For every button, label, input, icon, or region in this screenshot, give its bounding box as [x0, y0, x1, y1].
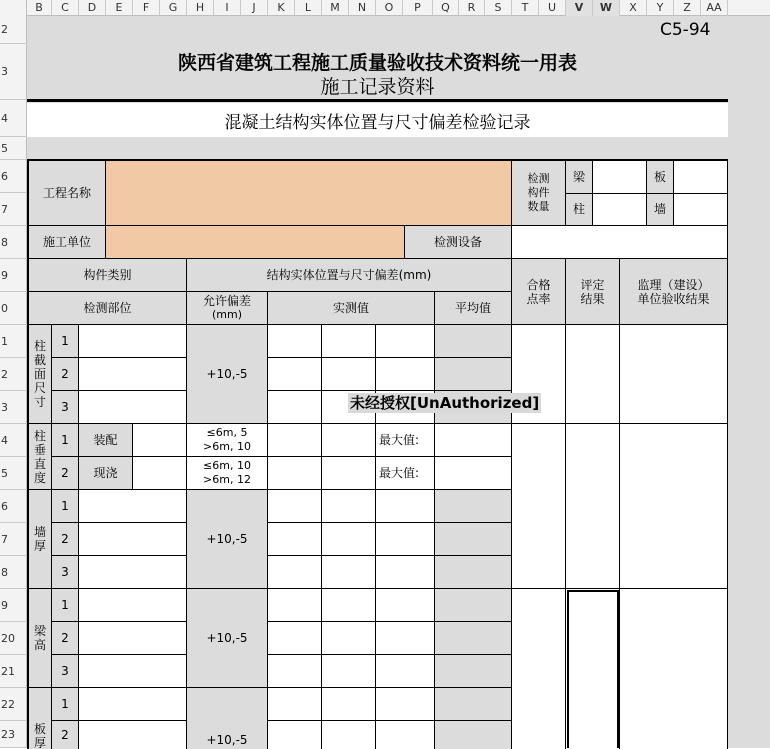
column-header-E[interactable]: E — [106, 0, 133, 16]
measured-cell[interactable] — [268, 688, 322, 721]
column-header-D[interactable]: D — [79, 0, 106, 16]
measured-cell[interactable] — [268, 457, 322, 490]
row-header-bar — [0, 0, 27, 748]
row-number: 2 — [52, 622, 79, 655]
measured-cell[interactable] — [376, 556, 435, 589]
row-number: 2 — [52, 358, 79, 391]
tolerance-value: +10,-5 — [187, 688, 268, 749]
average-cell — [435, 589, 512, 622]
pass-rate-field[interactable] — [512, 424, 566, 589]
column-header-X[interactable]: X — [620, 0, 647, 16]
column-header-B[interactable]: B — [27, 0, 52, 16]
column-header-K[interactable]: K — [268, 0, 295, 16]
row-number: 3 — [52, 655, 79, 688]
allowed-deviation-header: 允许偏差 (mm) — [187, 292, 268, 325]
form-title-sub: 施工记录资料 — [320, 76, 435, 98]
beam-count-field[interactable] — [593, 161, 647, 194]
measured-cell[interactable] — [268, 589, 322, 622]
measured-cell[interactable] — [268, 490, 322, 523]
unauthorized-watermark: 未经授权[UnAuthorized] — [350, 394, 540, 412]
measured-cell[interactable] — [322, 457, 376, 490]
column-header-S[interactable]: S — [485, 0, 512, 16]
column-header-Q[interactable]: Q — [433, 0, 459, 16]
selected-cell-outline — [567, 590, 619, 748]
member-type-header: 构件类别 — [29, 259, 187, 292]
wall-label: 墙 — [647, 194, 674, 226]
row-header[interactable]: 3 — [0, 391, 27, 424]
measured-cell[interactable] — [376, 358, 435, 391]
column-header-N[interactable]: N — [349, 0, 376, 16]
assessment-field[interactable] — [566, 325, 620, 424]
row-header[interactable]: 6 — [0, 160, 27, 193]
row-header[interactable]: 4 — [0, 100, 27, 137]
measured-cell[interactable] — [376, 589, 435, 622]
row-number: 1 — [52, 325, 79, 358]
row-number: 3 — [52, 556, 79, 589]
max-value-field[interactable] — [435, 457, 512, 490]
location-field[interactable] — [79, 655, 187, 688]
tolerance-value: +10,-5 — [187, 490, 268, 589]
average-cell — [435, 655, 512, 688]
column-header-AA[interactable]: AA — [701, 0, 728, 16]
row-number: 2 — [52, 721, 79, 749]
measured-cell[interactable] — [322, 721, 376, 749]
measured-cell[interactable] — [322, 622, 376, 655]
measured-cell[interactable] — [268, 424, 322, 457]
supervisor-field[interactable] — [620, 589, 728, 749]
column-label: 柱 — [566, 194, 593, 226]
measured-cell[interactable] — [322, 556, 376, 589]
measured-cell[interactable] — [322, 325, 376, 358]
location-field[interactable] — [79, 556, 187, 589]
precast-label: 装配 — [79, 424, 133, 457]
column-header-U[interactable]: U — [539, 0, 566, 16]
title-divider — [27, 99, 728, 102]
slab-count-field[interactable] — [674, 161, 728, 194]
measured-cell[interactable] — [322, 589, 376, 622]
measured-cell[interactable] — [268, 391, 322, 424]
measured-cell[interactable] — [268, 622, 322, 655]
location-field[interactable] — [79, 721, 187, 749]
measured-cell[interactable] — [322, 523, 376, 556]
row-header[interactable]: 9 — [0, 589, 27, 622]
row-header[interactable]: 5 — [0, 137, 27, 160]
form-code: C5-94 — [660, 20, 711, 40]
location-field[interactable] — [79, 523, 187, 556]
column-header-T[interactable]: T — [512, 0, 539, 16]
wall-count-field[interactable] — [674, 194, 728, 226]
column-header-G[interactable]: G — [160, 0, 187, 16]
measured-cell[interactable] — [322, 358, 376, 391]
row-number: 3 — [52, 391, 79, 424]
location-field[interactable] — [133, 424, 187, 457]
column-header-L[interactable]: L — [295, 0, 322, 16]
average-cell — [435, 325, 512, 358]
tolerance-cast: ≤6m, 10 >6m, 12 — [187, 457, 268, 490]
location-field[interactable] — [79, 358, 187, 391]
measured-cell[interactable] — [268, 325, 322, 358]
section-column-size: 柱截面尺寸 — [29, 325, 52, 424]
supervisor-field[interactable] — [620, 325, 728, 424]
measured-cell[interactable] — [268, 358, 322, 391]
measured-cell[interactable] — [268, 556, 322, 589]
measured-cell[interactable] — [376, 523, 435, 556]
location-field[interactable] — [79, 391, 187, 424]
average-cell — [435, 556, 512, 589]
row-header[interactable]: 8 — [0, 226, 27, 259]
project-name-label: 工程名称 — [29, 161, 106, 226]
pass-rate-header: 合格点率 — [512, 259, 566, 325]
measured-cell[interactable] — [376, 655, 435, 688]
row-header[interactable]: 5 — [0, 457, 27, 490]
max-label: 最大值: — [376, 424, 435, 457]
measured-cell[interactable] — [322, 424, 376, 457]
measured-cell[interactable] — [268, 523, 322, 556]
member-count-label: 检测构件数量 — [512, 161, 566, 226]
average-cell — [435, 490, 512, 523]
measured-cell[interactable] — [322, 655, 376, 688]
row-number: 1 — [52, 424, 79, 457]
measured-cell[interactable] — [376, 688, 435, 721]
location-field[interactable] — [79, 622, 187, 655]
row-header[interactable]: 9 — [0, 259, 27, 292]
max-value-field[interactable] — [435, 424, 512, 457]
measured-cell[interactable] — [376, 325, 435, 358]
column-header-bar — [0, 0, 770, 16]
section-column-vertical: 柱垂直度 — [29, 424, 52, 490]
construction-unit-field[interactable] — [106, 226, 405, 259]
average-header: 平均值 — [435, 292, 512, 325]
tolerance-value: +10,-5 — [187, 325, 268, 424]
row-header[interactable]: 21 — [0, 655, 27, 688]
measured-cell[interactable] — [322, 490, 376, 523]
measured-header: 实测值 — [268, 292, 435, 325]
column-header-V[interactable]: V — [566, 0, 593, 16]
measured-cell[interactable] — [376, 622, 435, 655]
column-header-H[interactable]: H — [187, 0, 214, 16]
row-header[interactable]: 4 — [0, 424, 27, 457]
construction-unit-label: 施工单位 — [29, 226, 106, 259]
row-header[interactable]: 8 — [0, 556, 27, 589]
column-header-P[interactable]: P — [403, 0, 433, 16]
location-field[interactable] — [133, 457, 187, 490]
column-header-W[interactable]: W — [593, 0, 620, 16]
average-cell — [435, 721, 512, 749]
average-cell — [435, 688, 512, 721]
location-field[interactable] — [79, 589, 187, 622]
row-header[interactable]: 7 — [0, 193, 27, 226]
pass-rate-field[interactable] — [512, 589, 566, 749]
measured-cell[interactable] — [376, 490, 435, 523]
max-label: 最大值: — [376, 457, 435, 490]
row-header[interactable]: 3 — [0, 44, 27, 100]
average-cell — [435, 358, 512, 391]
project-name-field[interactable] — [106, 161, 512, 226]
slab-label: 板 — [647, 161, 674, 194]
measured-cell[interactable] — [322, 688, 376, 721]
column-header-I[interactable]: I — [214, 0, 241, 16]
column-header-J[interactable]: J — [241, 0, 268, 16]
section-slab: 板厚 — [29, 688, 52, 749]
row-header[interactable]: 1 — [0, 325, 27, 358]
column-header-Y[interactable]: Y — [647, 0, 674, 16]
row-number: 1 — [52, 589, 79, 622]
deviation-header: 结构实体位置与尺寸偏差(mm) — [187, 259, 512, 292]
column-header-F[interactable]: F — [133, 0, 160, 16]
measured-cell[interactable] — [268, 721, 322, 749]
row-number: 2 — [52, 523, 79, 556]
test-equipment-field[interactable] — [512, 226, 728, 259]
tolerance-precast: ≤6m, 5 >6m, 10 — [187, 424, 268, 457]
average-cell — [435, 622, 512, 655]
location-field[interactable] — [79, 325, 187, 358]
row-header[interactable]: 2 — [0, 16, 27, 44]
assessment-header: 评定结果 — [566, 259, 620, 325]
supervisor-field[interactable] — [620, 424, 728, 589]
row-header[interactable]: 7 — [0, 523, 27, 556]
measured-cell[interactable] — [268, 655, 322, 688]
record-title: 混凝土结构实体位置与尺寸偏差检验记录 — [27, 103, 728, 137]
row-number: 2 — [52, 457, 79, 490]
cast-label: 现浇 — [79, 457, 133, 490]
section-wall: 墙厚 — [29, 490, 52, 589]
row-header[interactable]: 0 — [0, 292, 27, 325]
location-field[interactable] — [79, 688, 187, 721]
row-header[interactable]: 22 — [0, 688, 27, 721]
test-equipment-label: 检测设备 — [405, 226, 512, 259]
form-title: 陕西省建筑工程施工质量验收技术资料统一用表 — [177, 52, 577, 74]
column-count-field[interactable] — [593, 194, 647, 226]
column-header-O[interactable]: O — [376, 0, 403, 16]
average-cell — [435, 523, 512, 556]
column-header-C[interactable]: C — [52, 0, 79, 16]
column-header-M[interactable]: M — [322, 0, 349, 16]
location-field[interactable] — [79, 490, 187, 523]
column-header-Z[interactable]: Z — [674, 0, 701, 16]
row-header[interactable]: 2 — [0, 358, 27, 391]
row-number: 1 — [52, 490, 79, 523]
row-header[interactable]: 20 — [0, 622, 27, 655]
tolerance-value: +10,-5 — [187, 589, 268, 688]
row-header[interactable]: 6 — [0, 490, 27, 523]
measured-cell[interactable] — [376, 721, 435, 749]
location-header: 检测部位 — [29, 292, 187, 325]
section-beam: 梁高 — [29, 589, 52, 688]
supervisor-header: 监理（建设） 单位验收结果 — [620, 259, 728, 325]
beam-label: 梁 — [566, 161, 593, 194]
column-header-R[interactable]: R — [459, 0, 485, 16]
row-number: 1 — [52, 688, 79, 721]
row-header[interactable]: 23 — [0, 721, 27, 748]
assessment-field[interactable] — [566, 424, 620, 589]
